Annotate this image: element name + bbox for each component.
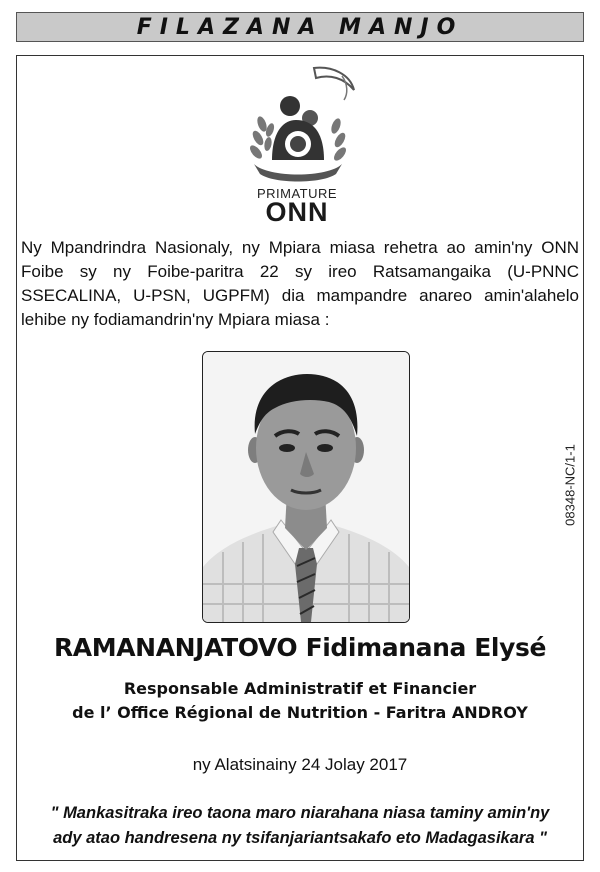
position-line-2: de l’ Office Régional de Nutrition - Faritra ANDROY (72, 703, 528, 722)
position-line-1: Responsable Administratif et Financier (123, 679, 477, 698)
deceased-name: RAMANANJATOVO Fidimanana Elysé (53, 633, 547, 662)
header-title: FILAZANA MANJO (136, 14, 464, 40)
quote-line-2: ady atao handresena ny tsifanjariantsakafo eto Madagasikara " (53, 829, 547, 847)
logo-text-primature: PRIMATURE (256, 186, 338, 201)
logo-text-onn: ONN (265, 197, 329, 227)
reference-code (560, 430, 580, 540)
onn-logo (232, 64, 362, 234)
date-text: ny Alatsinainy 24 Jolay 2017 (192, 755, 408, 774)
quote-line-1: " Mankasitraka ireo taona maro niarahana niasa taminy amin'ny (50, 804, 550, 822)
reference-code-text: 08348-NC/1-1 (562, 444, 578, 526)
announcement-text: Ny Mpandrindra Nasionaly, ny Mpiara miasa rehetra ao amin'ny ONN Foibe sy ny Foibe-paritra 22 sy ireo Ratsamangaika (U-PNNC SSECALINA, U-PSN, UGPFM) dia mampandre anareo amin'alahelo lehibe ny fodiamandrin'ny Mpiara miasa : (21, 238, 579, 329)
notice-header (16, 12, 584, 42)
portrait-photo (202, 351, 410, 623)
onn-nutrition-logo-icon (232, 64, 362, 186)
